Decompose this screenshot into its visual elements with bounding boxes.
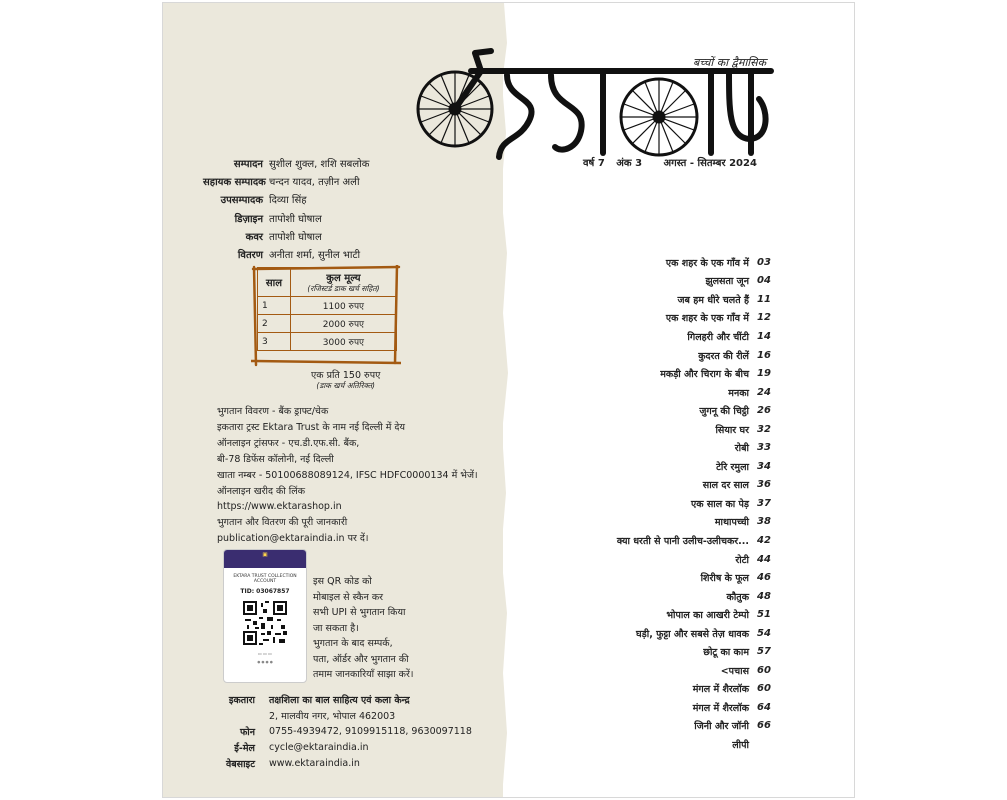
- year-cell: 3: [258, 333, 291, 351]
- bank-logo-icon: ▣: [262, 552, 268, 558]
- toc-item[interactable]: [563, 513, 773, 532]
- toc-page: 54: [757, 627, 771, 639]
- credit-row: [203, 154, 369, 172]
- toc-item[interactable]: [563, 550, 773, 569]
- payment-line: खाता नम्बर - 50100688089124, IFSC HDFC0000134 में भेजें।: [217, 469, 478, 481]
- toc-item[interactable]: [563, 438, 773, 457]
- toc-title: एक साल का पेड़: [690, 498, 749, 510]
- credit-row: [203, 172, 369, 190]
- credit-role: सहायक सम्पादक: [203, 177, 266, 189]
- toc-title: लीपी: [732, 739, 749, 751]
- contact-row: [203, 691, 472, 707]
- phone-numbers: 0755-4939472, 9109915118, 9630097118: [269, 725, 472, 737]
- credits-list: [203, 154, 369, 263]
- toc-item[interactable]: [563, 698, 773, 717]
- toc-page: 64: [757, 701, 771, 713]
- payment-line: बी-78 डिफेंस कॉलोनी, नई दिल्ली: [217, 453, 334, 465]
- toc-item[interactable]: [563, 680, 773, 699]
- toc-title: माथापच्ची: [714, 517, 749, 529]
- single-copy-note: (डाक खर्च अतिरिक्त): [316, 381, 375, 390]
- credit-role: उपसम्पादक: [220, 195, 263, 207]
- toc-page: 46: [757, 572, 771, 584]
- website-link[interactable]: www.ektaraindia.in: [269, 757, 360, 769]
- qr-line: पता, ऑर्डर और भुगतान की: [313, 653, 409, 665]
- volume: वर्ष 7: [583, 158, 605, 169]
- toc-title: जिनी और जॉनी: [694, 721, 749, 733]
- credit-role: वितरण: [237, 250, 263, 262]
- payment-line: इकतारा ट्रस्ट Ektara Trust के नाम नई दिल्ली में देय: [217, 421, 405, 433]
- toc-item[interactable]: [563, 383, 773, 402]
- col-price-header: [290, 268, 396, 297]
- qr-line: इस QR कोड को: [313, 576, 372, 587]
- toc-page: 03: [757, 256, 771, 268]
- toc-page: 33: [757, 442, 771, 454]
- qr-line: जा सकता है।: [313, 622, 359, 634]
- credit-role: डिज़ाइन: [234, 213, 263, 225]
- toc-title: मंगल में शैरलॉक: [692, 684, 749, 696]
- toc-page: 32: [757, 423, 771, 435]
- qr-tid: TID: 03067857: [240, 588, 290, 595]
- toc-item[interactable]: [563, 735, 773, 754]
- toc-page: 04: [757, 275, 771, 287]
- toc-item[interactable]: [563, 401, 773, 420]
- toc-title: टेरि रमुला: [716, 461, 749, 473]
- toc-page: 34: [757, 460, 771, 472]
- toc-page: 44: [757, 553, 771, 565]
- toc-title: कुदरत की रीलें: [698, 350, 749, 362]
- address: 2, मालवीय नगर, भोपाल 462003: [269, 710, 396, 722]
- credit-name: सुशील शुक्ल, शशि सबलोक: [269, 159, 370, 171]
- contact-row: [203, 707, 472, 723]
- col-price-note: (रजिस्टर्ड डाक खर्च सहित): [307, 284, 380, 293]
- credit-row: [203, 227, 369, 245]
- credit-name: अनीता शर्मा, सुनील भाटी: [269, 250, 361, 262]
- payment-line: publication@ektaraindia.in पर दें।: [217, 533, 369, 545]
- contact-label: ई-मेल: [234, 742, 255, 754]
- table-row: [258, 297, 397, 315]
- toc-title: मनका: [728, 387, 749, 399]
- credit-name: चन्दन यादव, तज़ीन अली: [269, 177, 360, 189]
- toc-page: 12: [757, 312, 771, 324]
- toc-title: एक शहर के एक गाँव में: [665, 313, 749, 325]
- toc-item[interactable]: [563, 494, 773, 513]
- col-year-header: साल: [258, 268, 291, 297]
- toc-title: <पचास: [720, 665, 749, 677]
- payment-details: [217, 404, 497, 547]
- toc-title: जुगनू की चिट्ठी: [699, 406, 749, 418]
- toc-title: साल दर साल: [702, 480, 749, 492]
- toc-item[interactable]: [563, 346, 773, 365]
- single-copy-price: [311, 368, 380, 391]
- toc-page: 51: [757, 609, 771, 621]
- toc-page: 57: [757, 646, 771, 658]
- toc-page: 24: [757, 386, 771, 398]
- qr-code-icon[interactable]: [243, 601, 287, 645]
- issue-date: अगस्त - सितम्बर 2024: [663, 158, 757, 169]
- toc-item[interactable]: [563, 327, 773, 346]
- payment-line: ऑनलाइन ट्रांसफर - एच.डी.एफ.सी. बैंक,: [217, 437, 360, 449]
- toc-title: सियार घर: [715, 424, 749, 436]
- toc-item[interactable]: [563, 457, 773, 476]
- toc-item[interactable]: [563, 253, 773, 272]
- toc-title: झुलसता जून: [705, 276, 749, 288]
- toc-page: 26: [757, 405, 771, 417]
- upi-app-icons: ● ● ● ●: [257, 660, 273, 664]
- toc-page: 60: [757, 664, 771, 676]
- credit-name: तापोशी घोषाल: [269, 213, 322, 225]
- toc-item[interactable]: [563, 531, 773, 550]
- magazine-tagline: बच्चों का द्वैमासिक: [693, 56, 767, 69]
- credit-name: दिव्या सिंह: [269, 195, 307, 207]
- credit-role: कवर: [245, 231, 263, 243]
- scan-hint: ▭ ▭ ▭: [258, 651, 272, 656]
- contact-row: [203, 723, 472, 739]
- credit-row: [203, 209, 369, 227]
- toc-title: जब हम धीरे चलते हैं: [677, 294, 749, 306]
- toc-item[interactable]: [563, 661, 773, 680]
- toc-item[interactable]: [563, 717, 773, 736]
- contact-label: फोन: [239, 726, 255, 738]
- toc-page: 19: [757, 368, 771, 380]
- issue-info: [583, 155, 765, 169]
- toc-item[interactable]: [563, 420, 773, 439]
- shop-link[interactable]: https://www.ektarashop.in: [217, 501, 342, 513]
- email-link[interactable]: cycle@ektaraindia.in: [269, 741, 369, 753]
- toc-title: गिलहरी और चींटी: [687, 331, 749, 343]
- toc-item[interactable]: [563, 568, 773, 587]
- toc-title: कौतुक: [726, 591, 749, 603]
- qr-line: भुगतान के बाद सम्पर्क,: [313, 638, 393, 649]
- magazine-page: [162, 2, 855, 798]
- toc-title: शिरीष के फूल: [700, 573, 749, 585]
- single-copy-label: एक प्रति 150 रुपए: [311, 370, 381, 381]
- credit-name: तापोशी घोषाल: [269, 231, 322, 243]
- toc-item[interactable]: [563, 476, 773, 495]
- toc-page: 14: [757, 330, 771, 342]
- qr-line: सभी UPI से भुगतान किया: [313, 607, 406, 618]
- toc-item[interactable]: [563, 605, 773, 624]
- toc-title: रोटी: [735, 554, 749, 566]
- contact-row: [203, 739, 472, 755]
- qr-instructions: [313, 574, 413, 683]
- table-row: [258, 315, 397, 333]
- year-cell: 1: [258, 297, 291, 315]
- contact-label: इकतारा: [228, 694, 255, 706]
- qr-card-title: EKTARA TRUST COLLECTION ACCOUNT: [233, 574, 297, 584]
- payment-line: भुगतान और वितरण की पूरी जानकारी: [217, 517, 348, 529]
- toc-page: 37: [757, 497, 771, 509]
- upi-qr-card: [223, 549, 307, 683]
- toc-page: 16: [757, 349, 771, 361]
- contact-row: [203, 755, 472, 771]
- qr-line: तमाम जानकारियाँ साझा करें।: [313, 669, 414, 680]
- payment-line: ऑनलाइन खरीद की लिंक: [217, 485, 306, 497]
- price-cell: 3000 रुपए: [290, 333, 396, 351]
- credit-row: [203, 190, 369, 208]
- toc-title: घड़ी, फुट्टा और सबसे तेज़ धावक: [636, 628, 749, 640]
- organization-name: तक्षशिला का बाल साहित्य एवं कला केन्द्र: [269, 694, 410, 706]
- toc-title: क्या धरती से पानी उलीच-उलीचकर...: [616, 535, 749, 547]
- toc-title: छोटू का काम: [703, 647, 749, 659]
- toc-item[interactable]: [563, 642, 773, 661]
- qr-line: मोबाइल से स्कैन कर: [313, 591, 384, 603]
- toc-item[interactable]: [563, 309, 773, 328]
- toc-page: 42: [757, 534, 771, 546]
- toc-page: 36: [757, 479, 771, 491]
- payment-line: भुगतान विवरण - बैंक ड्राफ्ट/चेक: [217, 406, 329, 417]
- toc-page: 60: [757, 683, 771, 695]
- qr-card-header: [224, 550, 306, 568]
- price-cell: 2000 रुपए: [290, 315, 396, 333]
- toc-item[interactable]: [563, 587, 773, 606]
- toc-page: 48: [757, 590, 771, 602]
- col-price-label: कुल मूल्य: [326, 273, 361, 284]
- toc-item[interactable]: [563, 272, 773, 291]
- subscription-price-table: [251, 267, 401, 367]
- year-cell: 2: [258, 315, 291, 333]
- contact-label: वेबसाइट: [225, 758, 255, 770]
- toc-page: 38: [757, 516, 771, 528]
- credit-role: सम्पादन: [233, 159, 263, 171]
- toc-title: भोपाल का आखरी टेम्पो: [666, 610, 749, 622]
- contact-info: [203, 691, 472, 771]
- price-cell: 1100 रुपए: [290, 297, 396, 315]
- toc-item[interactable]: [563, 364, 773, 383]
- toc-page: 66: [757, 720, 771, 732]
- toc-title: एक शहर के एक गाँव में: [665, 257, 749, 269]
- toc-item[interactable]: [563, 624, 773, 643]
- table-row: [258, 333, 397, 351]
- table-of-contents: [563, 253, 773, 754]
- toc-page: 11: [757, 293, 771, 305]
- toc-title: मकड़ी और चिराग के बीच: [660, 369, 749, 381]
- credit-row: [203, 245, 369, 263]
- bicycle-wheel-icon: [621, 79, 697, 155]
- toc-item[interactable]: [563, 290, 773, 309]
- issue-number: अंक 3: [616, 158, 643, 169]
- toc-title: रोबी: [734, 443, 749, 455]
- toc-title: मंगल में शैरलॉक: [692, 702, 749, 714]
